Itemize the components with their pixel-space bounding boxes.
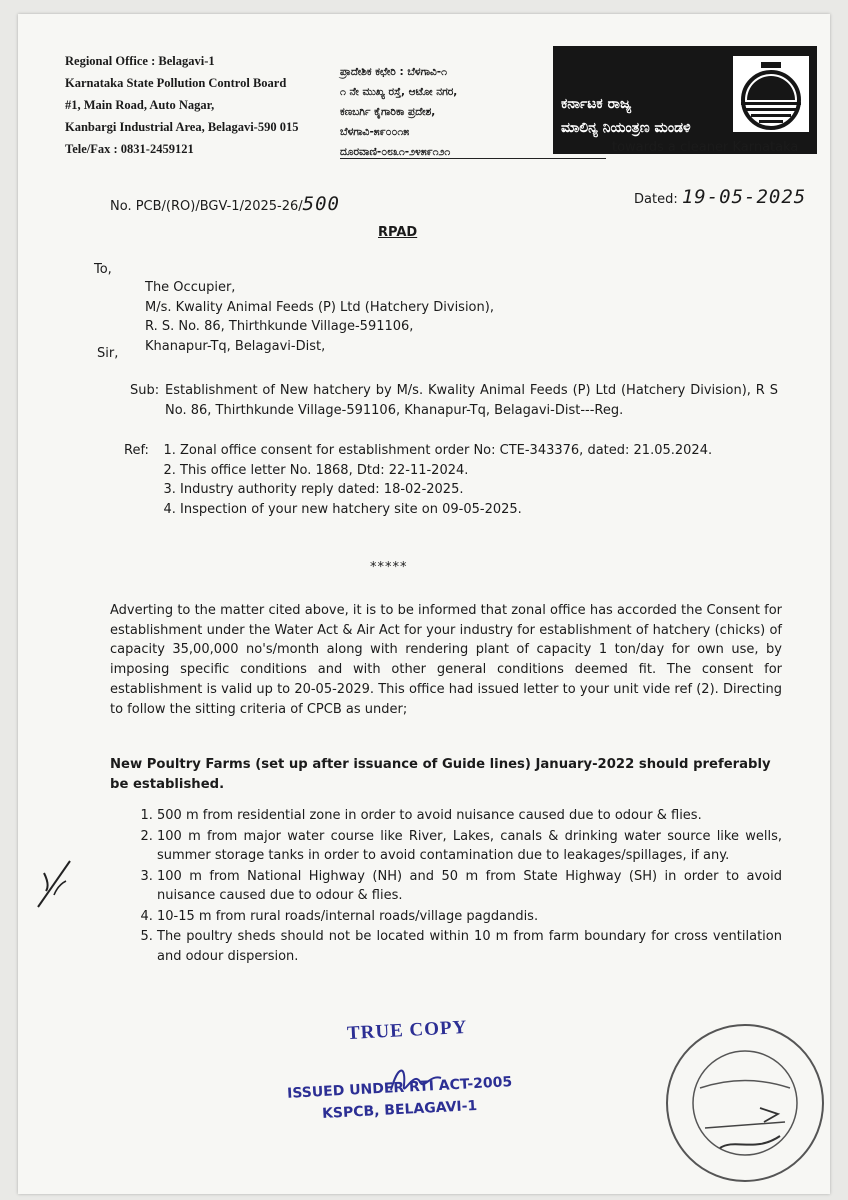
recipient-line: R. S. No. 86, Thirthkunde Village-591106, — [145, 319, 414, 334]
address-line: Karnataka State Pollution Control Board — [65, 76, 287, 90]
office-seal-icon — [660, 1018, 830, 1188]
to-label: To, — [94, 262, 112, 277]
recipient-line: Khanapur-Tq, Belagavi-Dist, — [145, 338, 326, 354]
body-paragraph: Adverting to the matter cited above, it is to be informed that zonal office has accorded the Consent for establishment under the Water Act & Air Act for your industry for establishment of hatchery (chicks) of capacity 35,00,000 no's/month along with rendering plant of capacity 1 ton/day for own use, by imposing specific conditions and with other general conditions deemed fit. The consent for establishment is valid up to 20-05-2029. This office had issued letter to your unit vide ref (2). Directing to follow the sitting criteria of CPCB as under; — [110, 603, 782, 717]
kspcb-logo-banner — [553, 46, 817, 154]
references-label: Ref: — [124, 443, 149, 458]
subject-text: Establishment of New hatchery by M/s. Kwality Animal Feeds (P) Ltd (Hatchery Division), R S No. 86, Thirthkunde Village-591106, Khanapur-Tq, Belagavi-Dist---Reg. — [165, 383, 778, 418]
kannada-line: ದೂರವಾಣಿ-೦೮೩೧-೨೪೫೯೧೨೧ — [340, 146, 451, 158]
criteria-item: 4. 10-15 m from rural roads/internal roads/village pagdandis. — [157, 907, 782, 927]
letter-date — [634, 186, 806, 208]
reference-number-handwritten: 500 — [302, 193, 340, 215]
dispatch-mode: RPAD — [378, 225, 418, 240]
kannada-line: ೧ ನೇ ಮುಖ್ಯ ರಸ್ತೆ, ಆಟೋ ನಗರ, — [340, 86, 458, 98]
date-label: Dated: — [634, 192, 678, 207]
subject-label: Sub: — [130, 383, 160, 398]
logo-kannada-line-1: ಕರ್ನಾಟಕ ರಾಜ್ಯ — [561, 96, 632, 112]
reference-item: 2. This office letter No. 1868, Dtd: 22-11-2024. — [180, 461, 774, 481]
true-copy-stamp: TRUE COPY — [346, 1016, 468, 1045]
references-block — [124, 441, 774, 519]
rti-issued-stamp: ISSUED UNDER RTI ACT-2005 — [286, 1074, 513, 1102]
recipient-address — [145, 278, 494, 356]
criteria-item: 3. 100 m from National Highway (NH) and 50 m from State Highway (SH) in order to avoid nuisance caused due to odour & flies. — [157, 867, 782, 906]
header-divider — [340, 158, 606, 159]
criteria-heading: New Poultry Farms (set up after issuance of Guide lines) January-2022 should preferably be established. — [110, 757, 771, 792]
subject-block — [130, 381, 778, 420]
address-line: Tele/Fax : 0831-2459121 — [65, 142, 194, 156]
date-handwritten: 19-05-2025 — [681, 186, 807, 208]
kannada-line: ಕಣಬರ್ಗಿ ಕೈಗಾರಿಕಾ ಪ್ರದೇಶ, — [340, 106, 436, 118]
criteria-item: 2. 100 m from major water course like River, Lakes, canals & drinking water source like wells, summer storage tanks in order to avoid contamination due to leakages/spillages, if any. — [157, 827, 782, 866]
address-line: Kanbargi Industrial Area, Belagavi-590 015 — [65, 120, 299, 134]
section-separator: ***** — [370, 560, 408, 575]
tagline: towards a cleaner Karnataka — [612, 140, 799, 155]
reference-item: 4. Inspection of your new hatchery site on 09-05-2025. — [180, 500, 774, 520]
address-line: Regional Office : Belagavi-1 — [65, 54, 215, 68]
criteria-item: 1. 500 m from residential zone in order to avoid nuisance caused due to odour & flies. — [157, 806, 782, 826]
reference-item: 3. Industry authority reply dated: 18-02-2025. — [180, 480, 774, 500]
recipient-line: The Occupier, — [145, 280, 236, 295]
kspcb-emblem-icon — [731, 54, 811, 134]
reference-number — [110, 193, 340, 215]
siting-criteria-list — [110, 806, 782, 967]
criteria-item: 5. The poultry sheds should not be located within 10 m from farm boundary for cross ventilation and odour dispersion. — [157, 927, 782, 966]
reference-number-print: No. PCB/(RO)/BGV-1/2025-26/ — [110, 199, 303, 214]
margin-tick-mark-icon — [36, 855, 76, 915]
recipient-line: M/s. Kwality Animal Feeds (P) Ltd (Hatchery Division), — [145, 299, 494, 315]
office-address-kannada — [340, 62, 457, 162]
office-address-english — [65, 50, 298, 160]
logo-kannada-line-2: ಮಾಲಿನ್ಯ ನಿಯಂತ್ರಣ ಮಂಡಳಿ — [561, 120, 691, 136]
kannada-line: ಬೆಳಗಾವಿ-೫೯೦೦೧೫ — [340, 126, 410, 138]
kannada-line: ಪ್ರಾದೇಶಿಕ ಕಛೇರಿ : ಬೆಳಗಾವಿ-೧ — [340, 66, 448, 78]
address-line: #1, Main Road, Auto Nagar, — [65, 98, 215, 112]
salutation: Sir, — [97, 346, 119, 361]
reference-item: 1. Zonal office consent for establishment order No: CTE-343376, dated: 21.05.2024. — [180, 441, 774, 461]
office-stamp: KSPCB, BELAGAVI-1 — [321, 1097, 478, 1123]
